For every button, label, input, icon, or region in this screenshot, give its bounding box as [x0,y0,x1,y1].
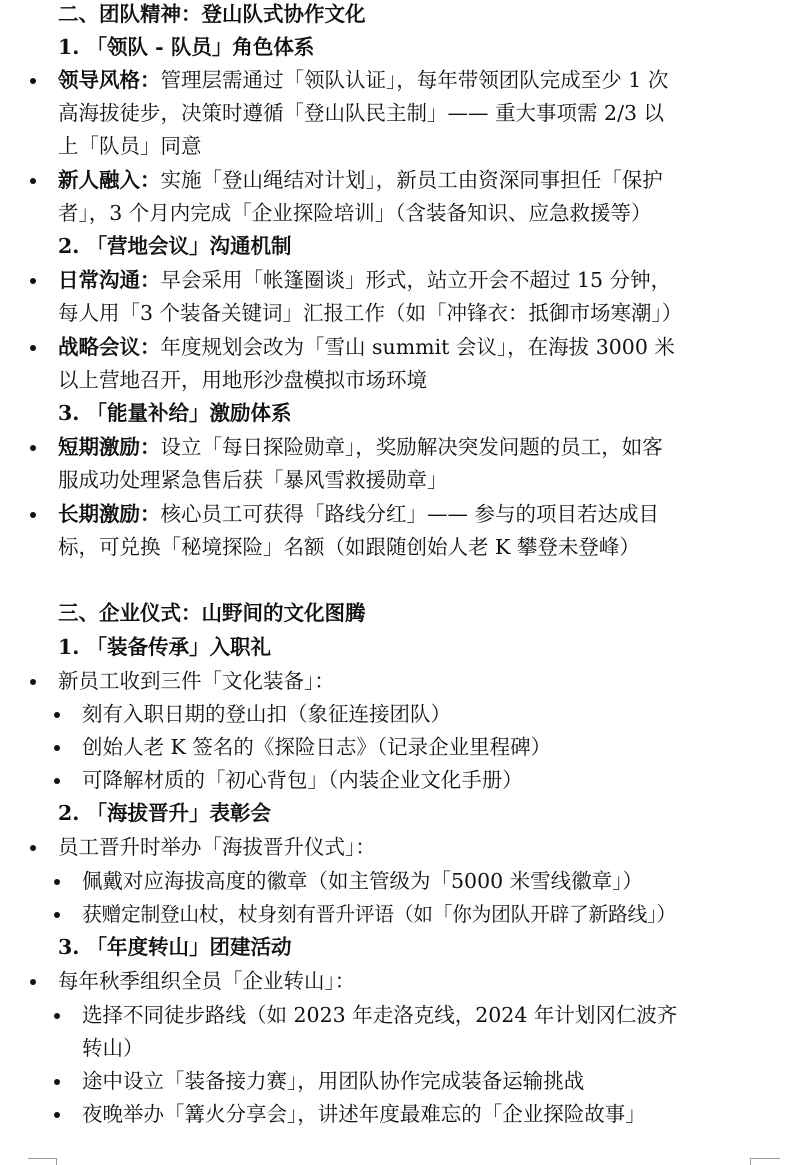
item-label: 新人融入： [58,168,161,192]
bullet-dot [54,879,60,885]
section-heading: 三、企业仪式：山野间的文化图腾 [58,601,366,625]
subsection-heading: 3. 「年度转山」团建活动 [58,935,292,959]
item-label: 日常沟通： [58,268,161,292]
sub-list-item: 选择不同徒步路线（如 2023 年走洛克线，2024 年计划冈仁波齐 [82,1003,678,1027]
sub-list-item: 夜晚举办「篝火分享会」，讲述年度最难忘的「企业探险故事」 [82,1102,646,1126]
item-text: 核心员工可获得「路线分红」—— 参与的项目若达成目 [160,502,660,526]
subsection-heading: 2. 「营地会议」沟通机制 [58,234,292,258]
section-heading: 二、团队精神：登山队式协作文化 [58,2,366,26]
list-item-line: 高海拔徒步，决策时遵循「登山队民主制」—— 重大事项需 2/3 以 [58,101,665,125]
sub-list-item: 途中设立「装备接力赛」，用团队协作完成装备运输挑战 [82,1069,585,1093]
subsection-heading: 1. 「领队 - 队员」角色体系 [58,35,315,59]
list-item-line: 新员工收到三件「文化装备」： [58,669,335,693]
bullet-dot [54,1013,60,1019]
bullet-dot [30,979,36,985]
bullet-dot [30,445,36,451]
bullet-dot [30,679,36,685]
list-item-line [58,164,663,197]
list-item-line: 每年秋季组织全员「企业转山」： [58,969,356,993]
subsection-heading: 1. 「装备传承」入职礼 [58,635,272,659]
item-text: 年度规划会改为「雪山 summit 会议」，在海拔 3000 米 [160,335,675,359]
bullet-dot [30,345,36,351]
subsection-heading: 2. 「海拔晋升」表彰会 [58,801,272,825]
bullet-dot [54,712,60,718]
sub-list-item: 刻有入职日期的登山扣（象征连接团队） [82,702,451,726]
list-item-line: 上「队员」同意 [58,134,202,158]
list-item-line: 者」，3 个月内完成「企业探险培训」（含装备知识、应急救援等） [58,201,652,225]
list-item-line [58,64,668,97]
bullet-dot [54,778,60,784]
sub-list-item: 可降解材质的「初心背包」（内装企业文化手册） [82,768,523,792]
page-corner-mark [28,1158,56,1159]
page-corner-mark [750,1158,751,1165]
list-item-line [58,264,671,297]
item-label: 短期激励： [58,435,161,459]
bullet-dot [30,512,36,518]
item-text: 设立「每日探险勋章」，奖励解决突发问题的员工，如客 [160,435,663,459]
bullet-dot [54,745,60,751]
item-text: 早会采用「帐篷圈谈」形式，站立开会不超过 15 分钟， [160,268,672,292]
bullet-dot [30,278,36,284]
item-label: 长期激励： [58,502,161,526]
bullet-dot [30,78,36,84]
list-item-line: 标，可兑换「秘境探险」名额（如跟随创始人老 K 攀登未登峰） [58,535,640,559]
list-item-line: 员工晋升时举办「海拔晋升仪式」： [58,835,376,859]
list-item-line [58,498,659,531]
list-item-line: 每人用「3 个装备关键词」汇报工作（如「冲锋衣：抵御市场寒潮」） [58,301,683,325]
list-item-line [58,431,663,464]
bullet-dot [30,845,36,851]
bullet-dot [54,1079,60,1085]
bullet-dot [30,178,36,184]
item-text: 管理层需通过「领队认证」，每年带领团队完成至少 1 次 [160,68,669,92]
sub-list-item: 转山） [82,1036,144,1060]
item-text: 实施「登山绳结对计划」，新员工由资深同事担任「保护 [160,168,663,192]
page-corner-mark [750,1158,780,1159]
list-item-line [58,331,675,364]
item-label: 领导风格： [58,68,161,92]
subsection-heading: 3. 「能量补给」激励体系 [58,401,292,425]
page-corner-mark [56,1158,57,1165]
list-item-line: 服成功处理紧急售后获「暴风雪救援勋章」 [58,468,448,492]
bullet-dot [54,1112,60,1118]
sub-list-item: 创始人老 K 签名的《探险日志》（记录企业里程碑） [82,735,552,759]
item-label: 战略会议： [58,335,161,359]
bullet-dot [54,912,60,918]
list-item-line: 以上营地召开，用地形沙盘模拟市场环境 [58,368,427,392]
sub-list-item: 获赠定制登山杖，杖身刻有晋升评语（如「你为团队开辟了新路线」） [82,903,677,926]
sub-list-item: 佩戴对应海拔高度的徽章（如主管级为「5000 米雪线徽章」） [82,869,643,893]
